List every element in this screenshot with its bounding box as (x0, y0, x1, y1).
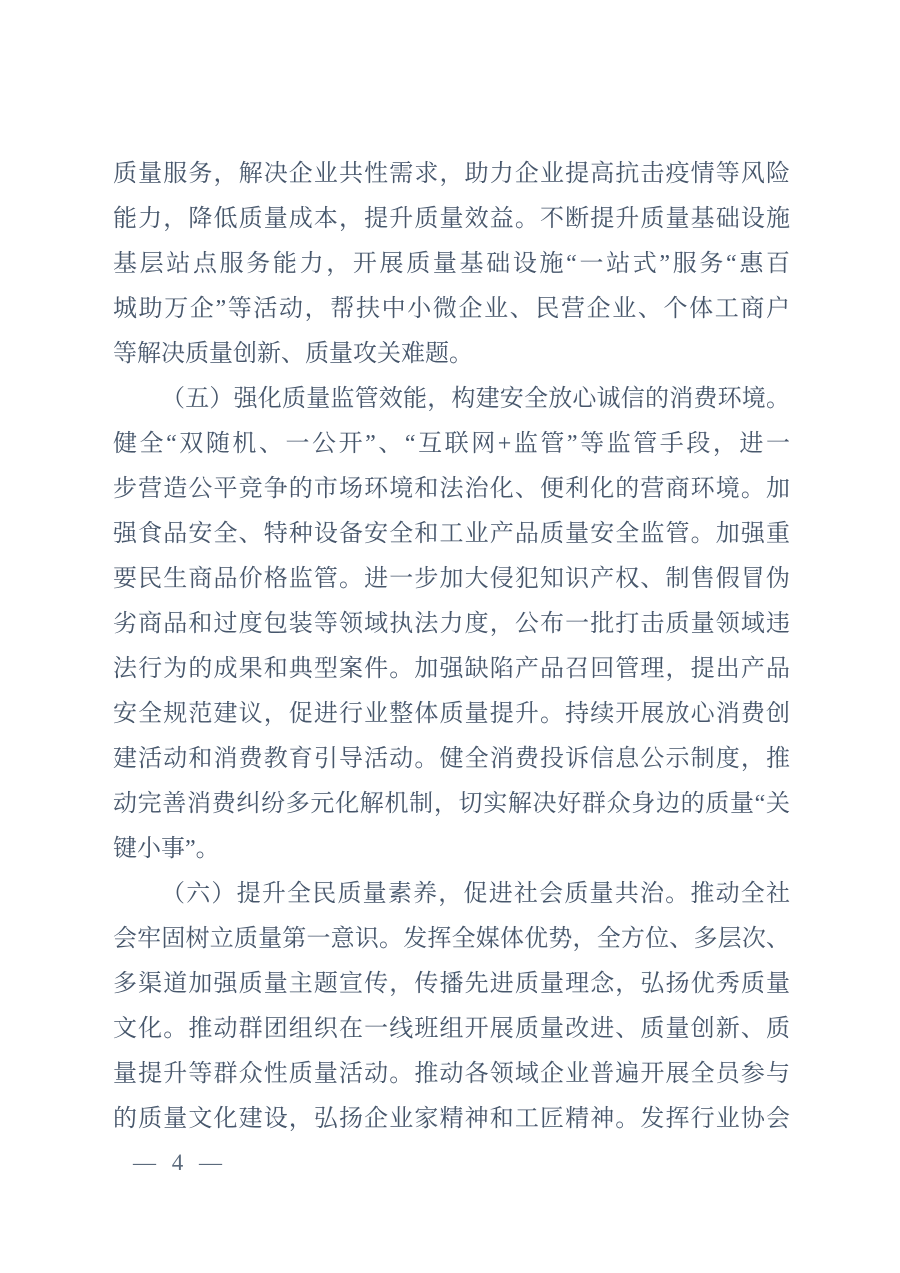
text-line: 城助万企”等活动，帮扶中小微企业、民营企业、个体工商户 (113, 296, 790, 322)
text-paragraph (113, 872, 790, 1142)
text-paragraph (113, 377, 790, 872)
text-line: 能力，降低质量成本，提升质量效益。不断提升质量基础设施 (113, 206, 790, 232)
text-line: 步营造公平竞争的市场环境和法治化、便利化的营商环境。加 (113, 476, 790, 502)
text-line: 的质量文化建设，弘扬企业家精神和工匠精神。发挥行业协会 (113, 1106, 790, 1132)
text-line: 质量服务，解决企业共性需求，助力企业提高抗击疫情等风险 (113, 161, 790, 187)
text-line: 基层站点服务能力，开展质量基础设施“一站式”服务“惠百 (113, 251, 790, 277)
text-line: 建活动和消费教育引导活动。健全消费投诉信息公示制度，推 (113, 746, 790, 772)
text-line: 强食品安全、特种设备安全和工业产品质量安全监管。加强重 (113, 521, 790, 547)
text-line: 等解决质量创新、质量攻关难题。 (113, 341, 473, 367)
text-line: 会牢固树立质量第一意识。发挥全媒体优势，全方位、多层次、 (113, 926, 790, 952)
document-body (113, 152, 790, 1142)
text-line: 健全“双随机、一公开”、“互联网+监管”等监管手段，进一 (113, 431, 790, 457)
text-line: 劣商品和过度包装等领域执法力度，公布一批打击质量领域违 (113, 611, 790, 637)
text-line: 键小事”。 (113, 836, 220, 862)
text-line: 多渠道加强质量主题宣传，传播先进质量理念，弘扬优秀质量 (113, 971, 790, 997)
text-line: 法行为的成果和典型案件。加强缺陷产品召回管理，提出产品 (113, 656, 790, 682)
page-footer (133, 1146, 227, 1180)
text-line: （五）强化质量监管效能，构建安全放心诚信的消费环境。 (161, 386, 790, 412)
text-line: 量提升等群众性质量活动。推动各领域企业普遍开展全员参与 (113, 1061, 790, 1087)
page-number: — 4 — (133, 1150, 227, 1175)
text-line: 文化。推动群团组织在一线班组开展质量改进、质量创新、质 (113, 1016, 790, 1042)
text-line: 安全规范建议，促进行业整体质量提升。持续开展放心消费创 (113, 701, 790, 727)
text-line: 动完善消费纠纷多元化解机制，切实解决好群众身边的质量“关 (113, 791, 790, 817)
text-line: 要民生商品价格监管。进一步加大侵犯知识产权、制售假冒伪 (113, 566, 790, 592)
text-line: （六）提升全民质量素养，促进社会质量共治。推动全社 (161, 881, 790, 907)
text-paragraph (113, 152, 790, 377)
